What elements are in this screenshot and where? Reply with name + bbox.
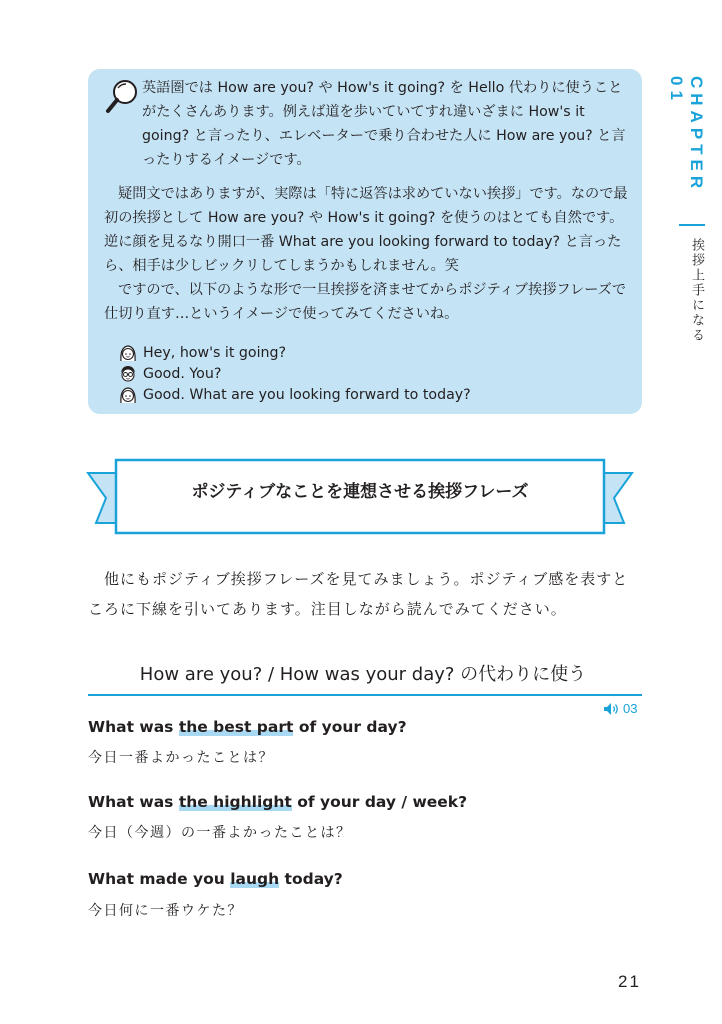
dialogue-text: Good. What are you looking forward to today?	[143, 387, 471, 403]
chapter-divider	[679, 224, 705, 226]
dialogue-text: Good. You?	[143, 366, 222, 382]
banner-title: ポジティブなことを連想させる挨拶フレーズ	[191, 482, 529, 502]
audio-track-number: 03	[623, 701, 638, 716]
chapter-label: CHAPTER 01	[667, 76, 706, 194]
note-paragraph-1: 英語圏では How are you? や How's it going? を Hello 代わりに使うことがたくさんあります。例えば道を歩いていてすれ違いざまに How's it going? と言ったり、エレベーターで乗り合わせた人に How are you? と言ったりするイメージです。	[142, 80, 626, 168]
note-paragraph-3: ですので、以下のような形で一旦挨拶を済ませてからポジティブ挨拶フレーズで仕切り直す…というイメージで使ってみてくださいね。	[104, 282, 627, 322]
phrase-japanese: 今日一番よかったことは？	[88, 750, 274, 766]
phrase-highlight: the highlight	[178, 793, 292, 811]
speaker-icon	[603, 702, 621, 716]
phrase-japanese: 今日何に一番ウケた？	[88, 903, 243, 919]
chapter-subtitle: 挨拶上手になる	[689, 238, 704, 343]
dialogue-line-2	[118, 363, 221, 385]
man-glasses-face-icon	[118, 364, 138, 384]
phrase-english: What made you laugh today?	[88, 870, 343, 888]
phrase-english: What was the best part of your day?	[88, 718, 407, 736]
phrase-highlight: laugh	[230, 870, 280, 888]
woman-face-icon	[118, 343, 138, 363]
phrase-english: What was the highlight of your day / week?	[88, 793, 468, 811]
magnifier-icon	[104, 78, 140, 118]
page-number: 21	[618, 972, 641, 991]
phrase-japanese: 今日（今週）の一番よかったことは？	[88, 825, 352, 841]
audio-track	[603, 701, 637, 716]
dialogue-line-3	[118, 384, 471, 406]
phrase-highlight: the best part	[178, 718, 294, 736]
dialogue-text: Hey, how's it going?	[143, 345, 287, 361]
note-paragraph-2: 疑問文ではありますが、実際は「特に返答は求めていない挨拶」です。なので最初の挨拶として How are you? や How's it going? を使うのはとても自然です。逆に顔を見るなり開口一番 What are you looking forward to today? と言ったら、相手は少しビックリしてしまうかもしれません。笑	[104, 186, 628, 274]
section-rule	[88, 694, 642, 696]
intro-paragraph: 他にもポジティブ挨拶フレーズを見てみましょう。ポジティブ感を表すところに下線を引いてあります。注目しながら読んでみてください。	[88, 570, 629, 618]
section-title: How are you? / How was your day? の代わりに使う	[139, 664, 587, 685]
woman-face-icon	[118, 385, 138, 405]
dialogue-line-1	[118, 342, 286, 364]
